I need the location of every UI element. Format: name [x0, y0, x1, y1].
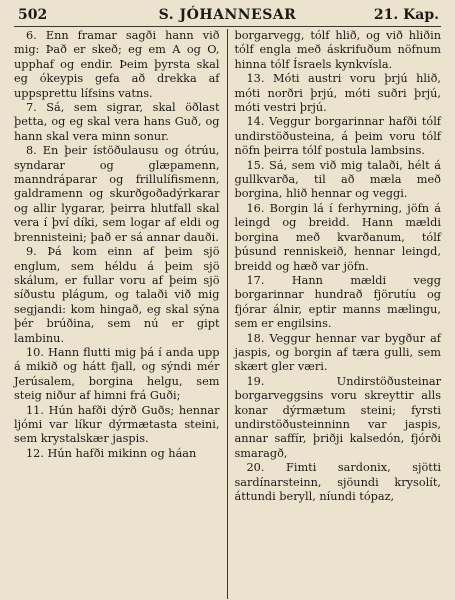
verse-paragraph: 18. Veggur hennar var bygður af jaspis, og borgin af tæra gulli, sem skært gler væri. [234, 331, 441, 374]
verse-paragraph: 19. Undirstöðusteinar borgarveggsins voru skreyttir alls konar dýrmætum steini; fyrsti undirstöðusteinninn var jaspis, annar saffír, þriðji kalsedón, fjórði smaragð, [234, 374, 441, 460]
verse-continuation: borgarvegg, tólf hlið, og við hliðin tólf engla með áskrifuðum nöfnum hinna tólf Ísraels kynkvísla. [234, 29, 441, 71]
verse-paragraph: 10. Hann flutti mig þá í anda upp á mikið og hátt fjall, og sýndi mér Jerúsalem, borgina helgu, sem steig niður af himni frá Guði; [14, 345, 220, 403]
verse-paragraph: 15. Sá, sem við mig talaði, hélt á gullkvarða, til að mæla með borgina, hlið hennar og veggi. [234, 158, 441, 201]
left-column [14, 29, 228, 599]
verse-paragraph: 20. Fimti sardonix, sjötti sardínarsteinn, sjöundi krysolít, áttundi beryll, níundi tópaz, [234, 461, 441, 503]
page-number: 502 [18, 7, 48, 23]
verse-paragraph: 11. Hún hafði dýrð Guðs; hennar ljómi var líkur dýrmætasta steini, sem krystalskær jaspis. [14, 403, 220, 446]
verse-paragraph: 16. Borgin lá í ferhyrning, jöfn á leingd og breidd. Hann mældi borgina með kvarðanum, tólf þúsund renniskeið, hennar leingd, breidd og hæð var jöfn. [234, 201, 441, 273]
right-column [228, 29, 442, 599]
verse-paragraph: 13. Móti austri voru þrjú hlið, móti norðri þrjú, móti suðri þrjú, móti vestri þrjú. [234, 72, 441, 115]
verse-paragraph: 12. Hún hafði mikinn og háan [26, 446, 197, 460]
verse-paragraph: 14. Veggur borgarinnar hafði tólf undirstöðusteina, á þeim voru tólf nöfn þeirra tólf postula lambsins. [234, 115, 441, 158]
verse-paragraph: 17. Hann mældi vegg borgarinnar hundrað fjörutíu og fjórar álnir, eptir manns mælingu, sem er engilsins. [234, 273, 441, 331]
chapter-label: 21. Kap. [373, 7, 439, 23]
verse-paragraph: 8. En þeir ístöðulausu og ótrúu, syndarar og glæpamenn, manndráparar og frillulífismenn, galdramenn og skurðgoðadýrkarar og allir lygarar, þeirra hlutfall skal vera í því díki, sem logar af eldi og brennisteini; það er sá annar dauði. [14, 144, 220, 244]
verse-paragraph: 6. Enn framar sagði hann við mig: Það er skeð; eg em A og O, upphaf og endir. Þeim þyrsta skal eg ókeypis gefa að drekka af uppsprettu lífsins vatns. [14, 29, 220, 100]
text-columns [14, 29, 441, 599]
running-header [14, 6, 441, 27]
book-title: S. JÓHANNESAR [158, 7, 297, 23]
verse-paragraph: 9. Þá kom einn af þeim sjö englum, sem héldu á þeim sjö skálum, er fullar voru af þeim sjö síðustu plágum, og talaði við mig segjandi: kom hingað, eg skal sýna þér brúðina, sem nú er gipt lambinu. [14, 245, 220, 345]
verse-paragraph: 7. Sá, sem sigrar, skal öðlast þetta, og eg skal vera hans Guð, og hann skal vera minn sonur. [14, 101, 220, 143]
